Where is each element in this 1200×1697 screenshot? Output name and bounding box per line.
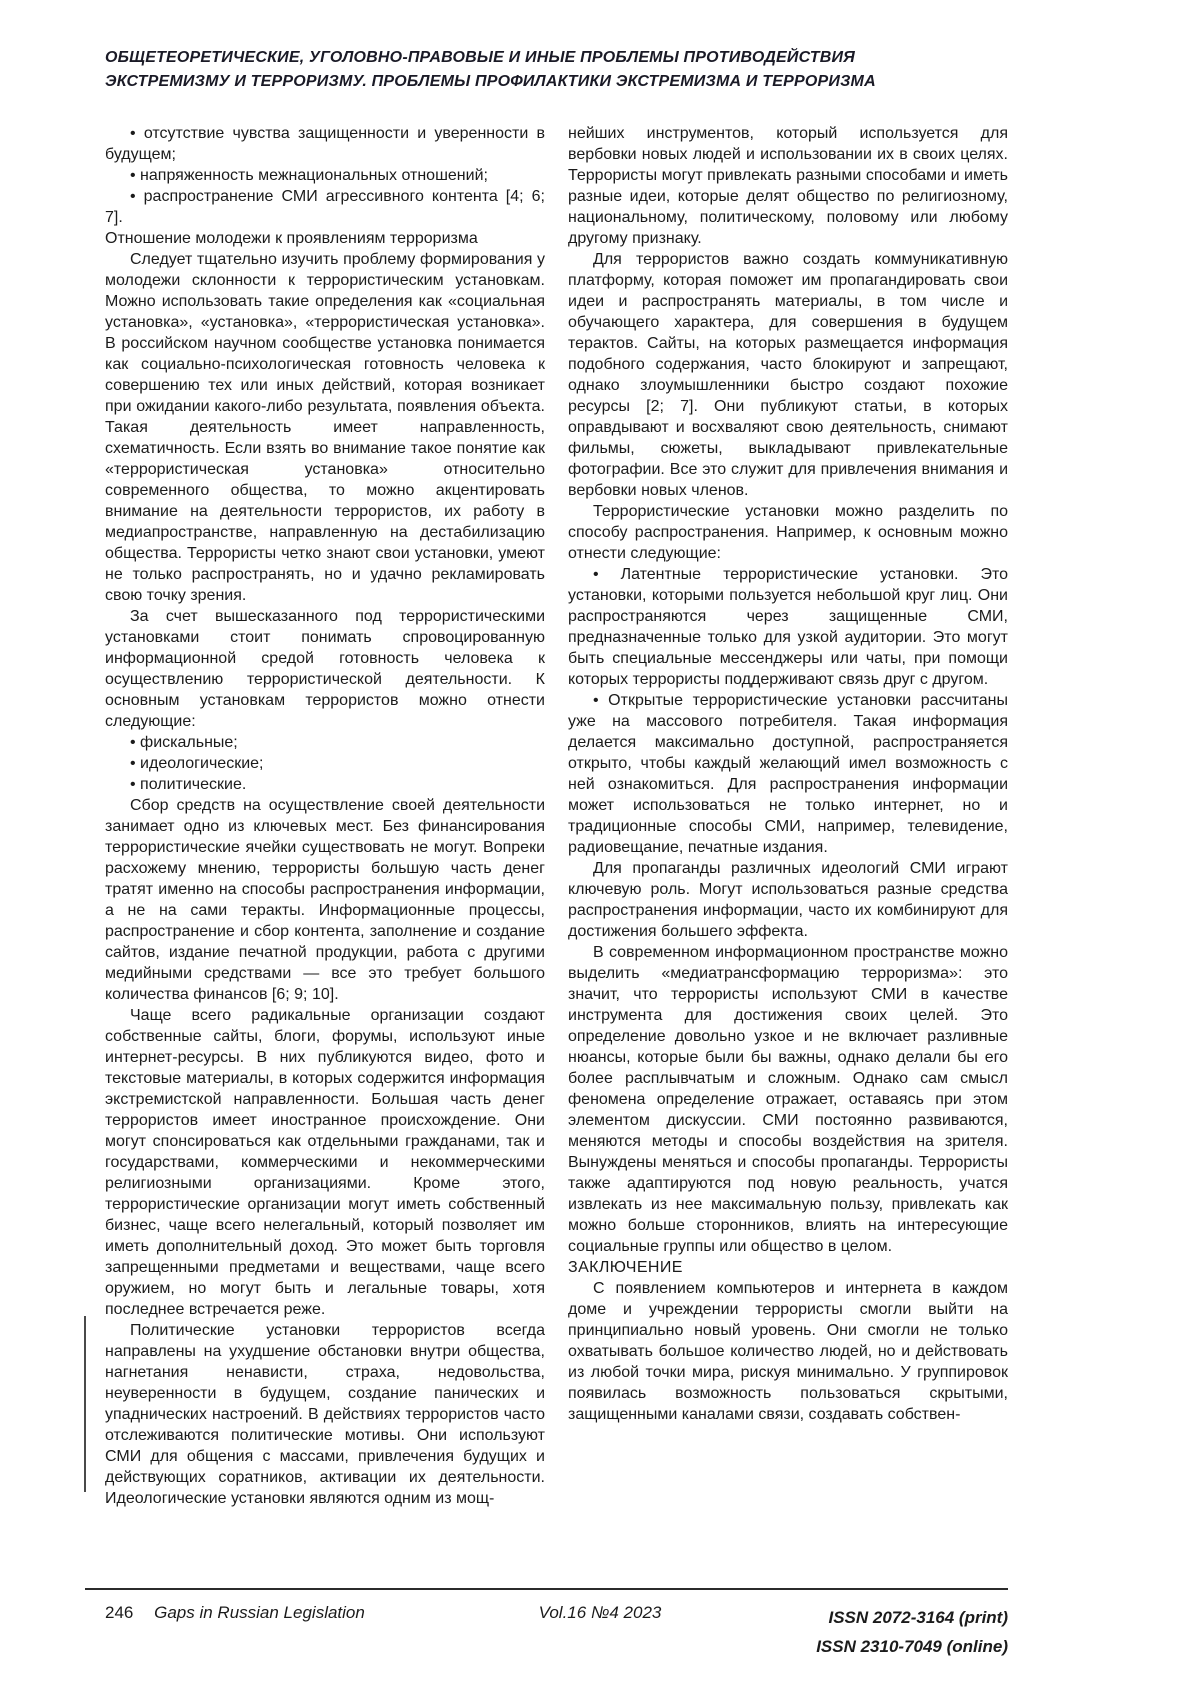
left-column — [105, 123, 545, 1509]
bullet-item: • Открытые террористические установки рассчитаны уже на массового потребителя. Такая информация делается максимально доступной, распространяется открыто, чтобы каждый желающий имел возможность с ней ознакомиться. Для распространения информации может использоваться не только интернет, но и традиционные способы СМИ, например, телевидение, радиовещание, печатные издания. — [568, 692, 1008, 856]
paragraph: Для террористов важно создать коммуникативную платформу, которая поможет им пропагандировать свои идеи и распространять материалы, в том числе и обучающего характера, для совершения в будущем терактов. Сайты, на которых размещается информация подобного содержания, часто блокируют и запрещают, однако злоумышленники быстро создают похожие ресурсы [2; 7]. Они публикуют статьи, в которых оправдывают и восхваляют свою деятельность, снимают фильмы, сюжеты, выкладывают привлекательные фотографии. Все это служит для привлечения внимания и вербовки новых членов. — [568, 251, 1008, 499]
bullet-item: • Латентные террористические установки. Это установки, которыми пользуется небольшой круг лиц. Они распространяются через защищенные СМИ, предназначенные только для узкой аудитории. Это могут быть специальные мессенджеры или чаты, при помощи которых террористы поддерживают связь друг с другом. — [568, 566, 1008, 688]
bullet-item: • распространение СМИ агрессивного контента [4; 6; 7]. — [105, 188, 545, 226]
bullet-item: • политические. — [130, 776, 247, 793]
footer-row — [85, 1590, 1008, 1660]
bullet-item: • фискальные; — [130, 734, 238, 751]
paragraph: Следует тщательно изучить проблему формирования у молодежи склонности к террористическим установкам. Можно использовать такие определения как «социальная установка», «установка», «террористическая установка». В российском научном сообществе установка понимается как социально-психологическая готовность человека к совершению тех или иных действий, которая возникает при ожидании какого-либо результата, появления объекта. Такая деятельность имеет направленность, схематичность. Если взять во внимание такое понятие как «террористическая установка» относительно современного общества, то можно акцентировать внимание на деятельности террористов, их работу в медиапространстве, направленную на дестабилизацию общества. Террористы четко знают свои установки, умеют не только распространять, но и удачно рекламировать свою точку зрения. — [105, 251, 545, 604]
page-footer — [85, 1588, 1008, 1660]
page-number: 246 — [105, 1603, 134, 1622]
issn-block — [816, 1603, 1008, 1661]
right-column — [568, 123, 1008, 1509]
paragraph: С появлением компьютеров и интернета в каждом доме и учреждении террористы смогли выйти на принципиально новый уровень. Они смогли не только охватывать большое количество людей, но и действовать из любой точки мира, рискуя минимально. У группировок появилась возможность пользоваться скрытыми, защищенными каналами связи, создавать собствен- — [568, 1280, 1008, 1423]
paragraph: За счет вышесказанного под террористическими установками стоит понимать спровоцированную информационной средой готовность человека к осуществлению террористической деятельности. К основным установкам террористов можно отнести следующие: — [105, 608, 545, 730]
bullet-item: • отсутствие чувства защищенности и уверенности в будущем; — [105, 125, 545, 163]
paragraph: В современном информационном пространстве можно выделить «медиатрансформацию терроризма»: это значит, что террористы используют СМИ в качестве инструмента для достижения своих целей. Это определение довольно узкое и не включает разливные нюансы, которые были бы важны, однако делали бы его более расплывчатым и сложным. Однако сам смысл феномена определение отражает, оставаясь при этом элементом дискуссии. СМИ постоянно развиваются, меняются методы и способы воздействия на зрителя. Вынуждены меняться и способы пропаганды. Террористы также адаптируются под новую реальность, учатся извлекать из нее максимальную пользу, привлекать как можно больше сторонников, влиять на интересующие социальные группы или общество в целом. — [568, 944, 1008, 1255]
journal-title: Gaps in Russian Legislation — [154, 1603, 365, 1622]
conclusion-heading: ЗАКЛЮЧЕНИЕ — [568, 1259, 683, 1276]
issn-online: ISSN 2310-7049 (online) — [816, 1637, 1008, 1656]
running-head-line-2: ЭКСТРЕМИЗМУ И ТЕРРОРИЗМУ. ПРОБЛЕМЫ ПРОФИЛАКТИКИ ЭКСТРЕМИЗМА И ТЕРРОРИЗМА — [105, 73, 876, 90]
bullet-item: • идеологические; — [130, 755, 264, 772]
margin-change-bar — [84, 1316, 86, 1492]
paragraph: Террористические установки можно разделить по способу распространения. Например, к основным можно отнести следующие: — [568, 503, 1008, 562]
running-head-line-1: ОБЩЕТЕОРЕТИЧЕСКИЕ, УГОЛОВНО-ПРАВОВЫЕ И ИНЫЕ ПРОБЛЕМЫ ПРОТИВОДЕЙСТВИЯ — [105, 49, 856, 66]
footer-left — [105, 1603, 365, 1623]
paragraph: Политические установки террористов всегда направлены на ухудшение обстановки внутри общества, нагнетания ненависти, страха, недовольства, неуверенности в будущем, создание панических и упаднических настроений. В действиях террористов часто отслеживаются политические мотивы. Они используют СМИ для общения с массами, привлечения будущих и действующих соратников, активации их деятельности. Идеологические установки являются одним из мощ- — [105, 1322, 545, 1507]
article-body — [105, 123, 1008, 1509]
paragraph-continuation: нейших инструментов, который используется для вербовки новых людей и использовании их в своих целях. Террористы могут привлекать разными способами и иметь разные идеи, которые делят общество по религиозному, национальному, политическому, половому или любому другому признаку. — [568, 125, 1008, 247]
paragraph: Чаще всего радикальные организации создают собственные сайты, блоги, форумы, используют иные интернет-ресурсы. В них публикуются видео, фото и текстовые материалы, в которых содержится информация экстремистской направленности. Большая часть денег террористов имеет иностранное происхождение. Они могут спонсироваться как отдельными гражданами, так и государствами, коммерческими и некоммерческими религиозными организациями. Кроме этого, террористические организации могут иметь собственный бизнес, чаще всего нелегальный, который позволяет им иметь дополнительный доход. Это может быть торговля запрещенными предметами и веществами, чаще всего оружием, но могут быть и легальные товары, хотя последнее встречается реже. — [105, 1007, 545, 1318]
bullet-item: • напряженность межнациональных отношений; — [130, 167, 488, 184]
paragraph: Сбор средств на осуществление своей деятельности занимает одно из ключевых мест. Без финансирования террористические ячейки существовать не могут. Вопреки расхожему мнению, террористы большую часть денег тратят именно на способы распространения информации, а не на сами теракты. Информационные процессы, распространение и сбор контента, заполнение и создание сайтов, издание печатной продукции, работа с другими медийными средствами — все это требует большого количества финансов [6; 9; 10]. — [105, 797, 545, 1003]
issn-print: ISSN 2072-3164 (print) — [828, 1608, 1008, 1627]
subheading-youth-attitude: Отношение молодежи к проявлениям терроризма — [105, 230, 478, 247]
volume-issue: Vol.16 №4 2023 — [538, 1603, 662, 1622]
paragraph: Для пропаганды различных идеологий СМИ играют ключевую роль. Могут использоваться разные средства распространения информации, часто их комбинируют для достижения большего эффекта. — [568, 860, 1008, 940]
running-head — [105, 46, 985, 94]
